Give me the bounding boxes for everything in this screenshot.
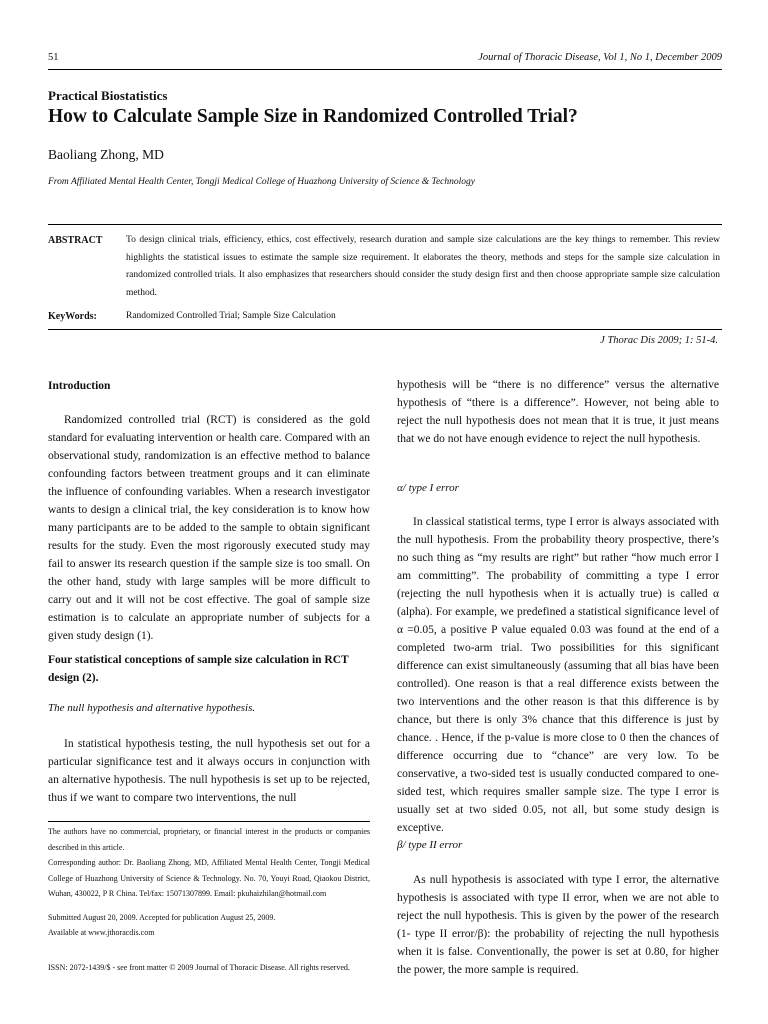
null-hypothesis-paragraph: In statistical hypothesis testing, the null hypothesis set out for a particular significance test and it always occurs in conjunction with an alternative hypothesis. The null hypothesis is set up to be rejected, thus if we want to compare two interventions, the null bbox=[48, 738, 370, 804]
article-title: How to Calculate Sample Size in Randomized Controlled Trial? bbox=[48, 106, 578, 127]
abstract-top-divider bbox=[48, 224, 722, 225]
keywords-text: Randomized Controlled Trial; Sample Size Calculation bbox=[126, 311, 336, 321]
type-one-error-heading: α/ type I error bbox=[397, 482, 459, 494]
footnote-divider bbox=[48, 821, 370, 822]
journal-reference: Journal of Thoracic Disease, Vol 1, No 1, December 2009 bbox=[478, 52, 722, 63]
author-affiliation: From Affiliated Mental Health Center, Tongji Medical College of Huazhong University of Science & Technology bbox=[48, 177, 476, 187]
footnote-disclosure: The authors have no commercial, proprietary, or financial interest in the products or companies described in this article. bbox=[48, 827, 370, 852]
citation: J Thorac Dis 2009; 1: 51-4. bbox=[600, 335, 718, 346]
four-conceptions-heading: Four statistical conceptions of sample size calculation in RCT design (2). bbox=[48, 654, 349, 684]
page-number: 51 bbox=[48, 52, 59, 63]
header-divider bbox=[48, 69, 722, 70]
footnotes bbox=[48, 824, 370, 941]
null-hypothesis-continued bbox=[397, 376, 719, 448]
footnote-submitted: Submitted August 20, 2009. Accepted for publication August 25, 2009. bbox=[48, 912, 276, 922]
introduction-heading: Introduction bbox=[48, 380, 111, 392]
footnote-correspondence: Corresponding author: Dr. Baoliang Zhong, MD, Affiliated Mental Health Center, Tongji Medical College of Huazhong University of Science & Technology. No. 70, Youyi Road, Qiaokou District, Wuhan, 430022, P R China. Tel/fax: 15071307899. Email: pkuhaizhilan@hotmail.com bbox=[48, 858, 370, 898]
type-two-error-heading: β/ type II error bbox=[397, 839, 463, 851]
type-two-error-body bbox=[397, 871, 719, 979]
footnote-available: Available at www.jthoracdis.com bbox=[48, 928, 155, 937]
introduction-body bbox=[48, 411, 370, 645]
abstract-bottom-divider bbox=[48, 329, 722, 330]
type-two-error-paragraph: As null hypothesis is associated with type I error, the alternative hypothesis is associated with type II error, when we are not able to reject the null hypothesis. This is given by the power of the research (1- type II error/β): the probability of rejecting the null hypothesis when it is false. Conventionally, the power is set at 0.80, for higher the power, the more sample is required. bbox=[397, 874, 719, 976]
introduction-paragraph: Randomized controlled trial (RCT) is considered as the gold standard for evaluating intervention or health care. Compared with an observational study, randomization is an effective method to balance confounding factors between treatment groups and it can eliminate the influence of confounding variables. When a research investigator wants to design a clinical trial, the key consideration is to know how many participants are to be added to the sample to obtain significant results for the study. Even the most rigorously executed study may fail to answer its research question if the sample size is too small. On the other hand, study with large samples will be more difficult to carry out and it will not be cost effective. The goal of sample size estimation is to calculate an appropriate number of subjects for a given study design (1). bbox=[48, 414, 370, 642]
issn-line: ISSN: 2072-1439/$ - see front matter © 2009 Journal of Thoracic Disease. All rights reserved. bbox=[48, 963, 350, 972]
section-label: Practical Biostatistics bbox=[48, 88, 168, 103]
abstract-label: ABSTRACT bbox=[48, 235, 103, 246]
type-one-error-body bbox=[397, 513, 719, 837]
abstract-text: To design clinical trials, efficiency, ethics, cost effectively, research duration and sample size calculations are the key things to remember. This review highlights the statistical issues to estimate the sample size requirement. It elaborates the theory, methods and steps for the sample size calculation in randomized controlled trials. It also emphasizes that researchers should consider the study design first and then choose appropriate sample size calculation method. bbox=[126, 235, 720, 298]
type-one-error-paragraph: In classical statistical terms, type I error is always associated with the null hypothesis. From the probability theory prospective, there’s no such thing as “my results are right” but rather “how much error I am committing”. The probability of committing a type I error (rejecting the null hypothesis when it is actually true) is called α (alpha). For example, we predefined a statistical significance level of α =0.05, a positive P value equaled 0.03 was found at the end of a completed two-arm trial. Two possibilities for this significant difference can exist simultaneously (assuming that all bias have been controlled). One reason is that a real difference exists between the two interventions and the other reason is that this difference is by chance, but there is only 3% chance that this difference is just by chance. . Hence, if the p-value is more close to 0 then the chances of difference occurring due to “chance” are very low. To be conservative, a two-sided test is usually conducted compared to one-sided test, which requires smaller sample size. The type I error is usually set at two sided 0.05, not all, but some study design is exceptive. bbox=[397, 516, 719, 834]
null-hypothesis-body bbox=[48, 735, 370, 807]
null-hypothesis-heading: The null hypothesis and alternative hypothesis. bbox=[48, 702, 256, 714]
continued-paragraph: hypothesis will be “there is no difference” versus the alternative hypothesis of “there is a difference”. However, not being able to reject the null hypothesis does not mean that it is true, it just means that we do not have enough evidence to reject the null hypothesis. bbox=[397, 379, 719, 445]
author-name: Baoliang Zhong, MD bbox=[48, 147, 164, 162]
keywords-label: KeyWords: bbox=[48, 311, 97, 322]
